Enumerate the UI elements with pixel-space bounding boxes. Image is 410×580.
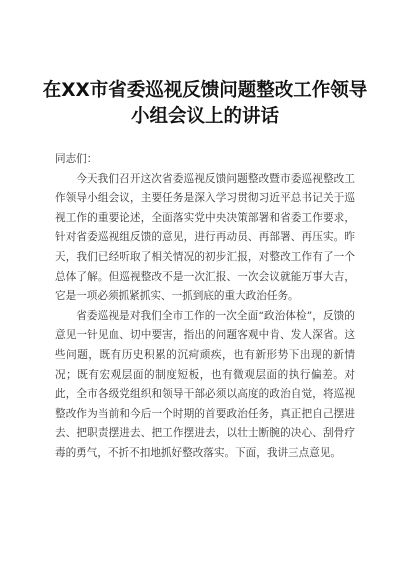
paragraph-2: 省委巡视是对我们全市工作的一次全面“政治体检”，反馈的意见一针见血、切中要害，指出的问题客观中肯、发人深省。这些问题，既有历史积累的沉疴顽疾，也有新形势下出现的新情况；既有宏观层面的制度短板，也有微观层面的执行偏差。对此，全市各级党组织和领导干部必须以高度的政治自觉，将巡视整改作为当前和今后一个时期的首要政治任务，真正把自己摆进去、把职责摆进去、把工作摆进去，以壮士断腕的决心、刮骨疗毒的勇气，不折不扣地抓好整改落实。下面，我讲三点意见。	[55, 309, 355, 459]
salutation: 同志们：	[55, 153, 98, 165]
paragraph-1: 今天我们召开这次省委巡视反馈问题整改暨市委巡视整改工作领导小组会议，主要任务是深入学习贯彻习近平总书记关于巡视工作的重要论述，全面落实党中央决策部署和省委工作要求，针对省委巡视组反馈的意见，进行再动员、再部署、再压实。昨天，我们已经听取了相关情况的初步汇报，对整改工作有了一个总体了解。但巡视整改不是一次汇报、一次会议就能万事大吉，它是一项必须抓紧抓实、一抓到底的重大政治任务。	[55, 172, 355, 303]
document-body	[55, 150, 355, 464]
document-title: 在XX市省委巡视反馈问题整改工作领导小组会议上的讲话	[42, 80, 368, 127]
